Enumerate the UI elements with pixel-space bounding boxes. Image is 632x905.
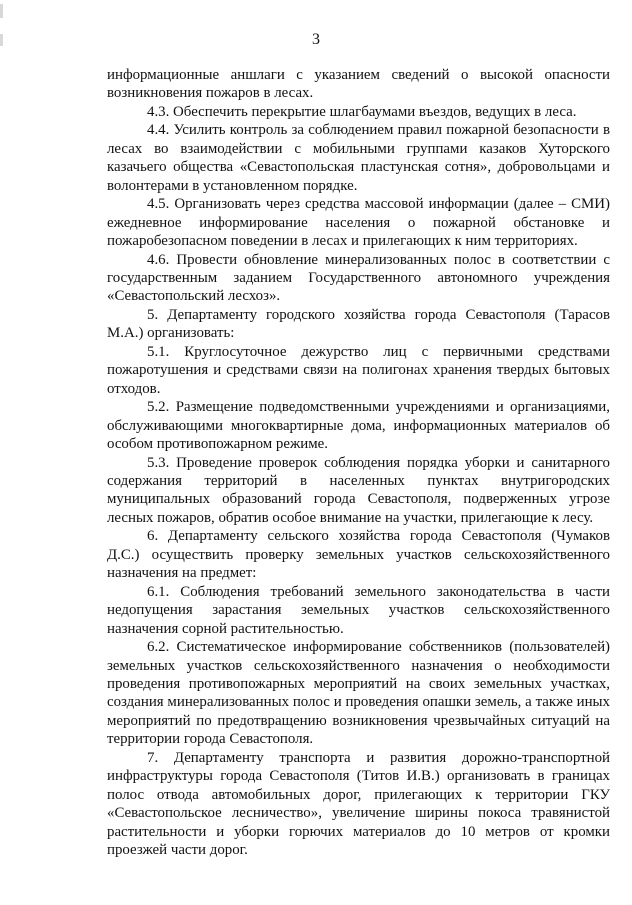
paragraph: 4.5. Организовать через средства массовой информации (далее – СМИ) ежедневное информирование населения о пожарной обстановке и пожаробезопасном поведении в лесах и прилегающих к ним территориях.	[107, 196, 610, 250]
paragraph: 7. Департаменту транспорта и развития дорожно-транспортной инфраструктуры города Севастополя (Титов И.В.) организовать в границах полос отвода автомобильных дорог, прилегающих к территории ГКУ «Севастопольское лесничество», увеличение ширины покоса травянистой растительности и уборки горючих материалов до 10 метров от кромки проезжей части дорог.	[107, 749, 610, 859]
document-body	[107, 66, 610, 859]
paragraph: 4.3. Обеспечить перекрытие шлагбаумами въездов, ведущих в леса.	[147, 103, 577, 120]
paragraph: 5.1. Круглосуточное дежурство лиц с первичными средствами пожаротушения и средствами связи на полигонах хранения твердых бытовых отходов.	[107, 343, 610, 397]
paragraph: 5.3. Проведение проверок соблюдения порядка уборки и санитарного содержания территорий в населенных пунктах внутригородских муниципальных образований города Севастополя, подверженных угрозе лесных пожаров, обратив особое внимание на участки, прилегающие к лесу.	[107, 454, 610, 526]
paragraph: 5.2. Размещение подведомственными учреждениями и организациями, обслуживающими многоквартирные дома, информационных материалов об особом противопожарном режиме.	[107, 399, 610, 453]
paragraph: 4.4. Усилить контроль за соблюдением правил пожарной безопасности в лесах во взаимодействии с мобильными группами казаков Хуторского казачьего общества «Севастопольская пластунская сотня», добровольцами и волонтерами в установленном порядке.	[107, 122, 610, 194]
paragraph: 6. Департаменту сельского хозяйства города Севастополя (Чумаков Д.С.) осуществить проверку земельных участков сельскохозяйственного назначения на предмет:	[107, 528, 610, 582]
page-number: 3	[312, 31, 320, 48]
scan-edge-mark	[0, 4, 3, 18]
paragraph: информационные аншлаги с указанием сведений о высокой опасности возникновения пожаров в лесах.	[107, 67, 610, 102]
paragraph: 4.6. Провести обновление минерализованных полос в соответствии с государственным заданием Государственного автономного учреждения «Севастопольский лесхоз».	[107, 251, 610, 305]
paragraph: 6.2. Систематическое информирование собственников (пользователей) земельных участков сельскохозяйственного назначения о необходимости проведения противопожарных мероприятий на своих земельных участках, создания минерализованных полос и проведения опашки земель, а также иных мероприятий по предотвращению возникновения чрезвычайных ситуаций на территории города Севастополя.	[107, 639, 610, 748]
paragraph: 5. Департаменту городского хозяйства города Севастополя (Тарасов М.А.) организовать:	[107, 306, 610, 342]
paragraph: 6.1. Соблюдения требований земельного законодательства в части недопущения зарастания земельных участков сельскохозяйственного назначения сорной растительностью.	[107, 583, 610, 637]
